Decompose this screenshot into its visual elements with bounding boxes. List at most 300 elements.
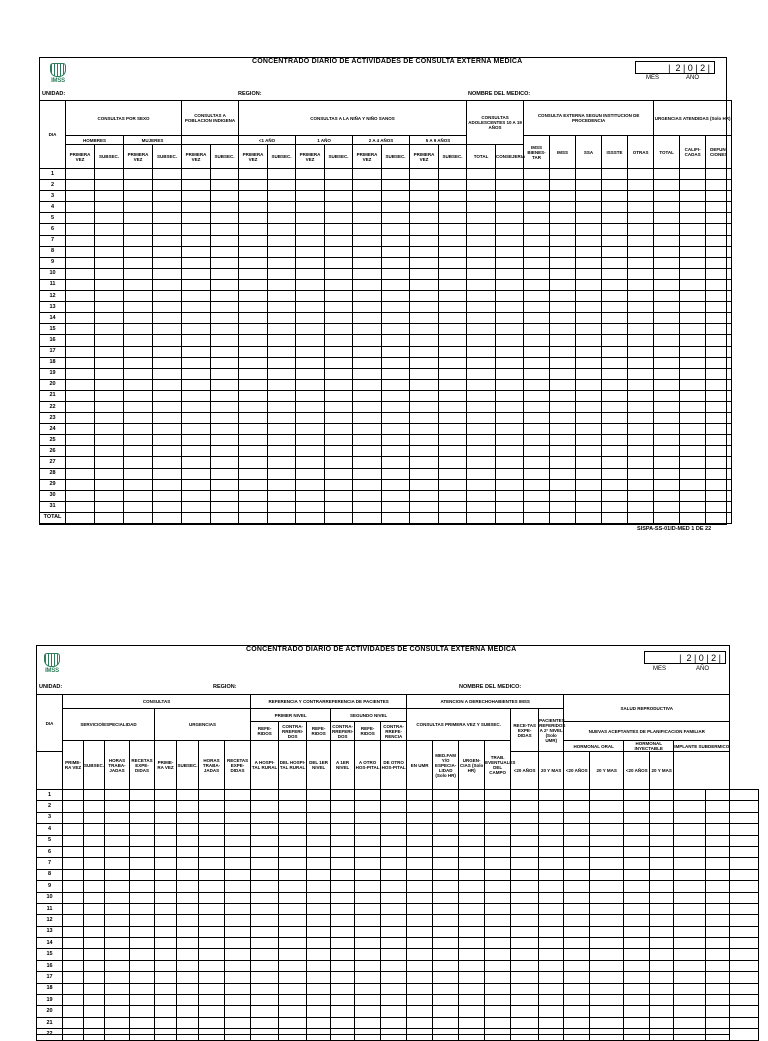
entry-cell[interactable] xyxy=(153,291,182,302)
entry-cell[interactable] xyxy=(105,972,130,983)
entry-cell[interactable] xyxy=(654,213,680,224)
entry-cell[interactable] xyxy=(182,257,211,268)
entry-cell[interactable] xyxy=(496,169,524,180)
entry-cell[interactable] xyxy=(674,824,706,835)
entry-cell[interactable] xyxy=(66,512,95,523)
entry-cell[interactable] xyxy=(331,960,355,971)
entry-cell[interactable] xyxy=(628,346,654,357)
entry-cell[interactable] xyxy=(433,790,459,801)
entry-cell[interactable] xyxy=(496,424,524,435)
entry-cell[interactable] xyxy=(95,512,124,523)
entry-cell[interactable] xyxy=(439,368,467,379)
entry-cell[interactable] xyxy=(539,983,564,994)
entry-cell[interactable] xyxy=(63,835,84,846)
entry-cell[interactable] xyxy=(407,960,433,971)
entry-cell[interactable] xyxy=(124,257,153,268)
entry-cell[interactable] xyxy=(279,812,307,823)
entry-cell[interactable] xyxy=(66,468,95,479)
entry-cell[interactable] xyxy=(177,881,199,892)
entry-cell[interactable] xyxy=(628,424,654,435)
entry-cell[interactable] xyxy=(130,858,155,869)
entry-cell[interactable] xyxy=(706,324,732,335)
entry-cell[interactable] xyxy=(459,790,485,801)
entry-cell[interactable] xyxy=(382,291,410,302)
entry-cell[interactable] xyxy=(382,324,410,335)
entry-cell[interactable] xyxy=(279,1029,307,1040)
entry-cell[interactable] xyxy=(381,1029,407,1040)
entry-cell[interactable] xyxy=(66,435,95,446)
entry-cell[interactable] xyxy=(602,202,628,213)
entry-cell[interactable] xyxy=(325,324,353,335)
entry-cell[interactable] xyxy=(239,202,268,213)
entry-cell[interactable] xyxy=(524,479,550,490)
entry-cell[interactable] xyxy=(706,368,732,379)
entry-cell[interactable] xyxy=(211,413,239,424)
entry-cell[interactable] xyxy=(628,379,654,390)
entry-cell[interactable] xyxy=(225,903,251,914)
entry-cell[interactable] xyxy=(331,1017,355,1028)
entry-cell[interactable] xyxy=(177,1017,199,1028)
entry-cell[interactable] xyxy=(524,291,550,302)
entry-cell[interactable] xyxy=(182,424,211,435)
entry-cell[interactable] xyxy=(624,1006,650,1017)
entry-cell[interactable] xyxy=(153,202,182,213)
entry-cell[interactable] xyxy=(539,790,564,801)
entry-cell[interactable] xyxy=(268,435,296,446)
entry-cell[interactable] xyxy=(706,268,732,279)
entry-cell[interactable] xyxy=(182,246,211,257)
entry-cell[interactable] xyxy=(650,938,674,949)
entry-cell[interactable] xyxy=(177,926,199,937)
entry-cell[interactable] xyxy=(654,291,680,302)
entry-cell[interactable] xyxy=(63,938,84,949)
entry-cell[interactable] xyxy=(177,972,199,983)
entry-cell[interactable] xyxy=(325,313,353,324)
entry-cell[interactable] xyxy=(467,390,496,401)
entry-cell[interactable] xyxy=(66,235,95,246)
entry-cell[interactable] xyxy=(353,268,382,279)
entry-cell[interactable] xyxy=(325,335,353,346)
entry-cell[interactable] xyxy=(439,268,467,279)
entry-cell[interactable] xyxy=(706,180,732,191)
entry-cell[interactable] xyxy=(706,1029,730,1040)
entry-cell[interactable] xyxy=(296,313,325,324)
entry-cell[interactable] xyxy=(564,983,590,994)
entry-cell[interactable] xyxy=(279,881,307,892)
entry-cell[interactable] xyxy=(382,501,410,512)
entry-cell[interactable] xyxy=(511,892,539,903)
entry-cell[interactable] xyxy=(654,479,680,490)
entry-cell[interactable] xyxy=(199,915,225,926)
entry-cell[interactable] xyxy=(680,202,706,213)
entry-cell[interactable] xyxy=(410,235,439,246)
entry-cell[interactable] xyxy=(325,191,353,202)
entry-cell[interactable] xyxy=(353,235,382,246)
entry-cell[interactable] xyxy=(353,479,382,490)
entry-cell[interactable] xyxy=(63,881,84,892)
entry-cell[interactable] xyxy=(66,501,95,512)
entry-cell[interactable] xyxy=(325,390,353,401)
entry-cell[interactable] xyxy=(130,824,155,835)
entry-cell[interactable] xyxy=(539,881,564,892)
entry-cell[interactable] xyxy=(105,835,130,846)
entry-cell[interactable] xyxy=(467,335,496,346)
entry-cell[interactable] xyxy=(105,1029,130,1040)
entry-cell[interactable] xyxy=(325,235,353,246)
entry-cell[interactable] xyxy=(382,490,410,501)
entry-cell[interactable] xyxy=(211,468,239,479)
entry-cell[interactable] xyxy=(511,846,539,857)
entry-cell[interactable] xyxy=(485,869,511,880)
entry-cell[interactable] xyxy=(511,903,539,914)
entry-cell[interactable] xyxy=(407,824,433,835)
entry-cell[interactable] xyxy=(155,938,177,949)
entry-cell[interactable] xyxy=(153,479,182,490)
entry-cell[interactable] xyxy=(706,390,732,401)
entry-cell[interactable] xyxy=(353,257,382,268)
entry-cell[interactable] xyxy=(539,949,564,960)
entry-cell[interactable] xyxy=(485,812,511,823)
entry-cell[interactable] xyxy=(680,246,706,257)
entry-cell[interactable] xyxy=(381,824,407,835)
entry-cell[interactable] xyxy=(496,246,524,257)
entry-cell[interactable] xyxy=(239,180,268,191)
entry-cell[interactable] xyxy=(239,313,268,324)
entry-cell[interactable] xyxy=(439,257,467,268)
entry-cell[interactable] xyxy=(182,413,211,424)
entry-cell[interactable] xyxy=(353,246,382,257)
entry-cell[interactable] xyxy=(550,213,576,224)
entry-cell[interactable] xyxy=(628,413,654,424)
entry-cell[interactable] xyxy=(279,790,307,801)
entry-cell[interactable] xyxy=(124,224,153,235)
entry-cell[interactable] xyxy=(353,180,382,191)
entry-cell[interactable] xyxy=(624,824,650,835)
entry-cell[interactable] xyxy=(105,846,130,857)
entry-cell[interactable] xyxy=(95,279,124,290)
entry-cell[interactable] xyxy=(550,413,576,424)
entry-cell[interactable] xyxy=(539,926,564,937)
entry-cell[interactable] xyxy=(251,938,279,949)
entry-cell[interactable] xyxy=(296,468,325,479)
entry-cell[interactable] xyxy=(105,801,130,812)
entry-cell[interactable] xyxy=(182,235,211,246)
entry-cell[interactable] xyxy=(410,302,439,313)
entry-cell[interactable] xyxy=(239,246,268,257)
entry-cell[interactable] xyxy=(650,846,674,857)
entry-cell[interactable] xyxy=(124,413,153,424)
entry-cell[interactable] xyxy=(602,191,628,202)
entry-cell[interactable] xyxy=(382,191,410,202)
entry-cell[interactable] xyxy=(524,390,550,401)
entry-cell[interactable] xyxy=(680,468,706,479)
entry-cell[interactable] xyxy=(63,1029,84,1040)
entry-cell[interactable] xyxy=(524,235,550,246)
entry-cell[interactable] xyxy=(624,983,650,994)
entry-cell[interactable] xyxy=(467,224,496,235)
entry-cell[interactable] xyxy=(590,938,624,949)
entry-cell[interactable] xyxy=(730,835,759,846)
entry-cell[interactable] xyxy=(680,512,706,523)
entry-cell[interactable] xyxy=(524,180,550,191)
entry-cell[interactable] xyxy=(706,1017,730,1028)
entry-cell[interactable] xyxy=(251,1029,279,1040)
entry-cell[interactable] xyxy=(564,1006,590,1017)
entry-cell[interactable] xyxy=(124,191,153,202)
entry-cell[interactable] xyxy=(576,235,602,246)
entry-cell[interactable] xyxy=(706,949,730,960)
entry-cell[interactable] xyxy=(95,302,124,313)
entry-cell[interactable] xyxy=(66,490,95,501)
entry-cell[interactable] xyxy=(550,368,576,379)
entry-cell[interactable] xyxy=(225,881,251,892)
entry-cell[interactable] xyxy=(410,246,439,257)
entry-cell[interactable] xyxy=(177,835,199,846)
entry-cell[interactable] xyxy=(674,903,706,914)
entry-cell[interactable] xyxy=(177,1006,199,1017)
entry-cell[interactable] xyxy=(153,224,182,235)
entry-cell[interactable] xyxy=(124,202,153,213)
entry-cell[interactable] xyxy=(239,379,268,390)
entry-cell[interactable] xyxy=(331,790,355,801)
entry-cell[interactable] xyxy=(628,401,654,412)
entry-cell[interactable] xyxy=(680,501,706,512)
entry-cell[interactable] xyxy=(95,313,124,324)
entry-cell[interactable] xyxy=(331,926,355,937)
entry-cell[interactable] xyxy=(433,972,459,983)
entry-cell[interactable] xyxy=(576,335,602,346)
entry-cell[interactable] xyxy=(84,869,105,880)
entry-cell[interactable] xyxy=(155,881,177,892)
entry-cell[interactable] xyxy=(439,335,467,346)
entry-cell[interactable] xyxy=(602,368,628,379)
entry-cell[interactable] xyxy=(279,835,307,846)
entry-cell[interactable] xyxy=(155,1029,177,1040)
entry-cell[interactable] xyxy=(467,202,496,213)
entry-cell[interactable] xyxy=(182,501,211,512)
entry-cell[interactable] xyxy=(706,846,730,857)
entry-cell[interactable] xyxy=(124,335,153,346)
entry-cell[interactable] xyxy=(467,324,496,335)
entry-cell[interactable] xyxy=(439,468,467,479)
entry-cell[interactable] xyxy=(410,401,439,412)
entry-cell[interactable] xyxy=(410,512,439,523)
entry-cell[interactable] xyxy=(95,379,124,390)
entry-cell[interactable] xyxy=(296,324,325,335)
entry-cell[interactable] xyxy=(706,1006,730,1017)
entry-cell[interactable] xyxy=(654,169,680,180)
entry-cell[interactable] xyxy=(307,835,331,846)
entry-cell[interactable] xyxy=(95,335,124,346)
entry-cell[interactable] xyxy=(381,892,407,903)
entry-cell[interactable] xyxy=(467,169,496,180)
entry-cell[interactable] xyxy=(674,983,706,994)
entry-cell[interactable] xyxy=(239,424,268,435)
entry-cell[interactable] xyxy=(353,512,382,523)
entry-cell[interactable] xyxy=(706,357,732,368)
entry-cell[interactable] xyxy=(433,801,459,812)
entry-cell[interactable] xyxy=(177,801,199,812)
entry-cell[interactable] xyxy=(680,180,706,191)
entry-cell[interactable] xyxy=(225,1017,251,1028)
entry-cell[interactable] xyxy=(211,224,239,235)
entry-cell[interactable] xyxy=(95,235,124,246)
entry-cell[interactable] xyxy=(251,949,279,960)
entry-cell[interactable] xyxy=(239,335,268,346)
entry-cell[interactable] xyxy=(153,324,182,335)
entry-cell[interactable] xyxy=(211,213,239,224)
entry-cell[interactable] xyxy=(105,812,130,823)
entry-cell[interactable] xyxy=(730,960,759,971)
entry-cell[interactable] xyxy=(182,490,211,501)
entry-cell[interactable] xyxy=(199,881,225,892)
entry-cell[interactable] xyxy=(325,368,353,379)
entry-cell[interactable] xyxy=(680,413,706,424)
entry-cell[interactable] xyxy=(95,202,124,213)
entry-cell[interactable] xyxy=(124,235,153,246)
entry-cell[interactable] xyxy=(251,824,279,835)
entry-cell[interactable] xyxy=(439,224,467,235)
entry-cell[interactable] xyxy=(730,881,759,892)
entry-cell[interactable] xyxy=(680,457,706,468)
entry-cell[interactable] xyxy=(182,213,211,224)
entry-cell[interactable] xyxy=(63,903,84,914)
entry-cell[interactable] xyxy=(182,335,211,346)
entry-cell[interactable] xyxy=(602,490,628,501)
entry-cell[interactable] xyxy=(496,324,524,335)
entry-cell[interactable] xyxy=(199,938,225,949)
entry-cell[interactable] xyxy=(155,835,177,846)
entry-cell[interactable] xyxy=(279,995,307,1006)
entry-cell[interactable] xyxy=(654,379,680,390)
entry-cell[interactable] xyxy=(296,279,325,290)
entry-cell[interactable] xyxy=(459,949,485,960)
entry-cell[interactable] xyxy=(130,892,155,903)
entry-cell[interactable] xyxy=(355,903,381,914)
entry-cell[interactable] xyxy=(485,949,511,960)
entry-cell[interactable] xyxy=(467,313,496,324)
entry-cell[interactable] xyxy=(524,490,550,501)
entry-cell[interactable] xyxy=(524,379,550,390)
entry-cell[interactable] xyxy=(84,835,105,846)
entry-cell[interactable] xyxy=(105,995,130,1006)
entry-cell[interactable] xyxy=(66,413,95,424)
entry-cell[interactable] xyxy=(602,512,628,523)
entry-cell[interactable] xyxy=(353,213,382,224)
entry-cell[interactable] xyxy=(325,279,353,290)
entry-cell[interactable] xyxy=(550,268,576,279)
entry-cell[interactable] xyxy=(199,824,225,835)
entry-cell[interactable] xyxy=(63,915,84,926)
entry-cell[interactable] xyxy=(524,413,550,424)
entry-cell[interactable] xyxy=(66,313,95,324)
entry-cell[interactable] xyxy=(706,915,730,926)
entry-cell[interactable] xyxy=(307,869,331,880)
entry-cell[interactable] xyxy=(296,490,325,501)
entry-cell[interactable] xyxy=(524,512,550,523)
entry-cell[interactable] xyxy=(105,926,130,937)
entry-cell[interactable] xyxy=(225,915,251,926)
entry-cell[interactable] xyxy=(467,413,496,424)
entry-cell[interactable] xyxy=(628,235,654,246)
entry-cell[interactable] xyxy=(459,1006,485,1017)
entry-cell[interactable] xyxy=(650,1029,674,1040)
entry-cell[interactable] xyxy=(251,1017,279,1028)
entry-cell[interactable] xyxy=(706,790,730,801)
entry-cell[interactable] xyxy=(268,368,296,379)
entry-cell[interactable] xyxy=(467,213,496,224)
entry-cell[interactable] xyxy=(524,346,550,357)
entry-cell[interactable] xyxy=(225,995,251,1006)
entry-cell[interactable] xyxy=(95,468,124,479)
entry-cell[interactable] xyxy=(279,960,307,971)
entry-cell[interactable] xyxy=(628,202,654,213)
entry-cell[interactable] xyxy=(325,490,353,501)
entry-cell[interactable] xyxy=(199,972,225,983)
entry-cell[interactable] xyxy=(307,915,331,926)
entry-cell[interactable] xyxy=(410,479,439,490)
entry-cell[interactable] xyxy=(706,468,732,479)
entry-cell[interactable] xyxy=(199,812,225,823)
entry-cell[interactable] xyxy=(564,1029,590,1040)
entry-cell[interactable] xyxy=(407,983,433,994)
entry-cell[interactable] xyxy=(211,169,239,180)
entry-cell[interactable] xyxy=(381,926,407,937)
entry-cell[interactable] xyxy=(63,801,84,812)
entry-cell[interactable] xyxy=(130,790,155,801)
entry-cell[interactable] xyxy=(155,995,177,1006)
entry-cell[interactable] xyxy=(355,1029,381,1040)
entry-cell[interactable] xyxy=(550,501,576,512)
entry-cell[interactable] xyxy=(239,413,268,424)
entry-cell[interactable] xyxy=(467,512,496,523)
entry-cell[interactable] xyxy=(279,869,307,880)
entry-cell[interactable] xyxy=(66,202,95,213)
entry-cell[interactable] xyxy=(602,346,628,357)
entry-cell[interactable] xyxy=(628,390,654,401)
entry-cell[interactable] xyxy=(730,972,759,983)
entry-cell[interactable] xyxy=(602,246,628,257)
entry-cell[interactable] xyxy=(654,446,680,457)
entry-cell[interactable] xyxy=(624,892,650,903)
entry-cell[interactable] xyxy=(211,324,239,335)
entry-cell[interactable] xyxy=(355,846,381,857)
entry-cell[interactable] xyxy=(268,512,296,523)
entry-cell[interactable] xyxy=(355,915,381,926)
entry-cell[interactable] xyxy=(496,213,524,224)
entry-cell[interactable] xyxy=(511,960,539,971)
entry-cell[interactable] xyxy=(439,512,467,523)
entry-cell[interactable] xyxy=(407,972,433,983)
entry-cell[interactable] xyxy=(95,224,124,235)
entry-cell[interactable] xyxy=(650,915,674,926)
entry-cell[interactable] xyxy=(211,235,239,246)
entry-cell[interactable] xyxy=(325,180,353,191)
entry-cell[interactable] xyxy=(496,479,524,490)
entry-cell[interactable] xyxy=(251,801,279,812)
entry-cell[interactable] xyxy=(251,869,279,880)
entry-cell[interactable] xyxy=(654,302,680,313)
entry-cell[interactable] xyxy=(624,995,650,1006)
entry-cell[interactable] xyxy=(353,202,382,213)
entry-cell[interactable] xyxy=(680,279,706,290)
entry-cell[interactable] xyxy=(439,479,467,490)
entry-cell[interactable] xyxy=(602,435,628,446)
entry-cell[interactable] xyxy=(130,1017,155,1028)
entry-cell[interactable] xyxy=(539,1017,564,1028)
entry-cell[interactable] xyxy=(296,224,325,235)
entry-cell[interactable] xyxy=(654,279,680,290)
